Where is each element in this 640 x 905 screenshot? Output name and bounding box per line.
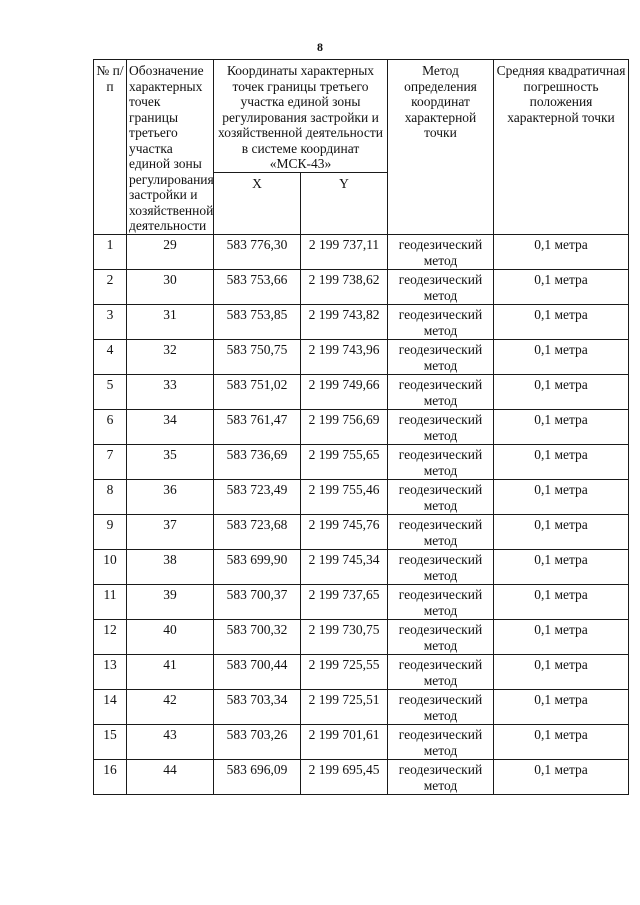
cell-x: 583 699,90 <box>214 549 301 584</box>
header-designation: Обозначение характерных точек границы третьего участка единой зоны регулирования застройки и хозяйственной деятельности <box>127 60 214 235</box>
cell-number: 4 <box>94 339 127 374</box>
cell-method: геодезический метод <box>388 304 494 339</box>
cell-y: 2 199 743,96 <box>301 339 388 374</box>
cell-x: 583 750,75 <box>214 339 301 374</box>
cell-x: 583 723,49 <box>214 479 301 514</box>
table-row <box>94 234 629 269</box>
cell-point: 40 <box>127 619 214 654</box>
cell-number: 15 <box>94 724 127 759</box>
cell-error: 0,1 метра <box>494 514 629 549</box>
cell-error: 0,1 метра <box>494 269 629 304</box>
table-row <box>94 619 629 654</box>
cell-x: 583 776,30 <box>214 234 301 269</box>
cell-error: 0,1 метра <box>494 304 629 339</box>
cell-point: 34 <box>127 409 214 444</box>
cell-error: 0,1 метра <box>494 759 629 794</box>
cell-number: 10 <box>94 549 127 584</box>
cell-method: геодезический метод <box>388 409 494 444</box>
table-header <box>94 60 629 235</box>
cell-y: 2 199 725,51 <box>301 689 388 724</box>
cell-x: 583 703,34 <box>214 689 301 724</box>
cell-point: 43 <box>127 724 214 759</box>
cell-method: геодезический метод <box>388 479 494 514</box>
page-number: 8 <box>317 40 323 54</box>
cell-error: 0,1 метра <box>494 409 629 444</box>
cell-number: 13 <box>94 654 127 689</box>
table-row <box>94 374 629 409</box>
cell-point: 29 <box>127 234 214 269</box>
cell-method: геодезический метод <box>388 724 494 759</box>
table-row <box>94 584 629 619</box>
table-row <box>94 479 629 514</box>
cell-method: геодезический метод <box>388 759 494 794</box>
cell-x: 583 723,68 <box>214 514 301 549</box>
cell-point: 42 <box>127 689 214 724</box>
table-row <box>94 304 629 339</box>
table-row <box>94 444 629 479</box>
header-y: Y <box>301 172 388 234</box>
cell-y: 2 199 749,66 <box>301 374 388 409</box>
cell-number: 5 <box>94 374 127 409</box>
cell-number: 14 <box>94 689 127 724</box>
cell-number: 2 <box>94 269 127 304</box>
cell-x: 583 700,32 <box>214 619 301 654</box>
cell-y: 2 199 755,46 <box>301 479 388 514</box>
cell-method: геодезический метод <box>388 444 494 479</box>
table-row <box>94 654 629 689</box>
cell-error: 0,1 метра <box>494 654 629 689</box>
cell-point: 31 <box>127 304 214 339</box>
cell-method: геодезический метод <box>388 514 494 549</box>
cell-y: 2 199 701,61 <box>301 724 388 759</box>
cell-y: 2 199 737,65 <box>301 584 388 619</box>
cell-y: 2 199 745,34 <box>301 549 388 584</box>
header-x: X <box>214 172 301 234</box>
cell-method: геодезический метод <box>388 584 494 619</box>
cell-x: 583 696,09 <box>214 759 301 794</box>
cell-x: 583 753,85 <box>214 304 301 339</box>
table-row <box>94 409 629 444</box>
cell-point: 36 <box>127 479 214 514</box>
cell-error: 0,1 метра <box>494 689 629 724</box>
cell-error: 0,1 метра <box>494 339 629 374</box>
cell-method: геодезический метод <box>388 654 494 689</box>
cell-x: 583 703,26 <box>214 724 301 759</box>
table-row <box>94 269 629 304</box>
cell-y: 2 199 725,55 <box>301 654 388 689</box>
cell-point: 39 <box>127 584 214 619</box>
cell-number: 16 <box>94 759 127 794</box>
cell-point: 33 <box>127 374 214 409</box>
table-row <box>94 724 629 759</box>
table-row <box>94 339 629 374</box>
cell-error: 0,1 метра <box>494 724 629 759</box>
cell-number: 1 <box>94 234 127 269</box>
header-coordinates: Координаты характерных точек границы третьего участка единой зоны регулирования застройки и хозяйственной деятельности в системе координат «МСК-43» <box>214 60 388 173</box>
cell-point: 30 <box>127 269 214 304</box>
cell-method: геодезический метод <box>388 374 494 409</box>
cell-point: 38 <box>127 549 214 584</box>
cell-method: геодезический метод <box>388 339 494 374</box>
cell-x: 583 753,66 <box>214 269 301 304</box>
cell-x: 583 700,44 <box>214 654 301 689</box>
header-error: Средняя квадратичная погрешность положения характерной точки <box>494 60 629 235</box>
header-method: Метод определения координат характерной точки <box>388 60 494 235</box>
cell-method: геодезический метод <box>388 619 494 654</box>
cell-error: 0,1 метра <box>494 234 629 269</box>
coordinates-table <box>93 59 629 795</box>
cell-point: 32 <box>127 339 214 374</box>
cell-error: 0,1 метра <box>494 549 629 584</box>
header-number: № п/п <box>94 60 127 235</box>
cell-number: 6 <box>94 409 127 444</box>
table-row <box>94 514 629 549</box>
cell-x: 583 761,47 <box>214 409 301 444</box>
cell-y: 2 199 730,75 <box>301 619 388 654</box>
table-row <box>94 549 629 584</box>
cell-method: геодезический метод <box>388 269 494 304</box>
cell-error: 0,1 метра <box>494 374 629 409</box>
cell-x: 583 700,37 <box>214 584 301 619</box>
table-body <box>94 234 629 794</box>
cell-method: геодезический метод <box>388 234 494 269</box>
cell-x: 583 751,02 <box>214 374 301 409</box>
cell-point: 35 <box>127 444 214 479</box>
cell-error: 0,1 метра <box>494 619 629 654</box>
cell-number: 7 <box>94 444 127 479</box>
cell-y: 2 199 755,65 <box>301 444 388 479</box>
cell-error: 0,1 метра <box>494 479 629 514</box>
cell-y: 2 199 756,69 <box>301 409 388 444</box>
cell-error: 0,1 метра <box>494 584 629 619</box>
cell-number: 9 <box>94 514 127 549</box>
cell-point: 44 <box>127 759 214 794</box>
cell-method: геодезический метод <box>388 549 494 584</box>
table-row <box>94 759 629 794</box>
cell-y: 2 199 738,62 <box>301 269 388 304</box>
cell-y: 2 199 745,76 <box>301 514 388 549</box>
cell-number: 3 <box>94 304 127 339</box>
cell-x: 583 736,69 <box>214 444 301 479</box>
cell-y: 2 199 695,45 <box>301 759 388 794</box>
cell-number: 11 <box>94 584 127 619</box>
cell-number: 12 <box>94 619 127 654</box>
cell-point: 37 <box>127 514 214 549</box>
cell-method: геодезический метод <box>388 689 494 724</box>
cell-point: 41 <box>127 654 214 689</box>
cell-number: 8 <box>94 479 127 514</box>
table-row <box>94 689 629 724</box>
cell-y: 2 199 737,11 <box>301 234 388 269</box>
cell-y: 2 199 743,82 <box>301 304 388 339</box>
cell-error: 0,1 метра <box>494 444 629 479</box>
